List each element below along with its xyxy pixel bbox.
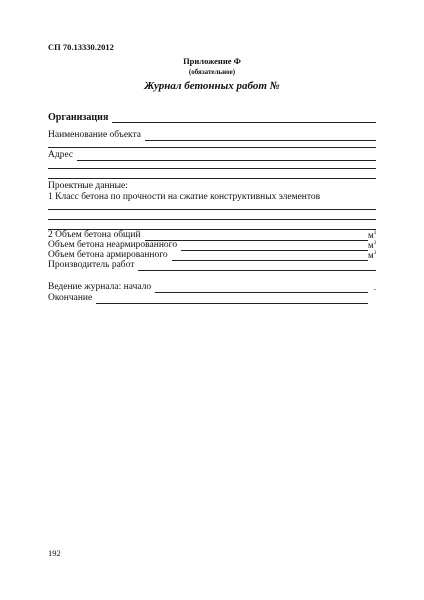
journal-end-row	[48, 293, 376, 304]
journal-start-field[interactable]	[155, 284, 368, 293]
address-field[interactable]	[77, 152, 376, 161]
concrete-class-line-2[interactable]	[48, 219, 376, 220]
contractor-row	[48, 260, 376, 271]
contractor-field[interactable]	[138, 262, 376, 271]
organization-label: Организация	[48, 112, 109, 123]
journal-start-label: Ведение журнала: начало	[48, 282, 152, 292]
concrete-class-label: 1 Класс бетона по прочности на сжатие конструктивных элементов	[48, 192, 321, 202]
journal-start-row	[48, 282, 376, 293]
journal-title: Журнал бетонных работ №	[144, 80, 280, 92]
design-data-label: Проектные данные:	[48, 181, 128, 191]
appendix-status: (обязательное)	[188, 68, 236, 76]
page-number: 192	[48, 548, 61, 558]
volume-reinforced-unit: $м^3$	[368, 250, 377, 260]
concrete-class-line-1[interactable]	[48, 209, 376, 210]
address-label: Адрес	[48, 150, 74, 160]
object-name-field[interactable]	[145, 132, 376, 141]
address-row	[48, 150, 376, 161]
volume-total-label: 2 Объем бетона общий	[48, 230, 141, 240]
journal-start-period: .	[373, 282, 376, 292]
address-extra-line-2[interactable]	[48, 178, 376, 179]
object-name-label: Наименование объекта	[48, 130, 142, 140]
object-name-row	[48, 130, 376, 141]
appendix-label: Приложение Ф	[183, 56, 241, 66]
contractor-label: Производитель работ	[48, 260, 135, 270]
address-extra-line-1[interactable]	[48, 168, 376, 169]
journal-end-label: Окончание	[48, 293, 93, 303]
object-name-extra-line[interactable]	[48, 147, 376, 148]
journal-end-field[interactable]	[96, 295, 368, 304]
organization-field[interactable]	[112, 114, 376, 123]
document-number: СП 70.13330.2012	[48, 42, 114, 52]
volume-reinforced-label: Объем бетона армированного	[48, 250, 168, 260]
volume-unreinforced-label: Объем бетона неармированного	[48, 240, 178, 250]
volume-total-unit: $м^3$	[368, 230, 377, 240]
volume-unreinforced-unit: $м^3$	[368, 240, 377, 250]
organization-row	[48, 112, 376, 123]
